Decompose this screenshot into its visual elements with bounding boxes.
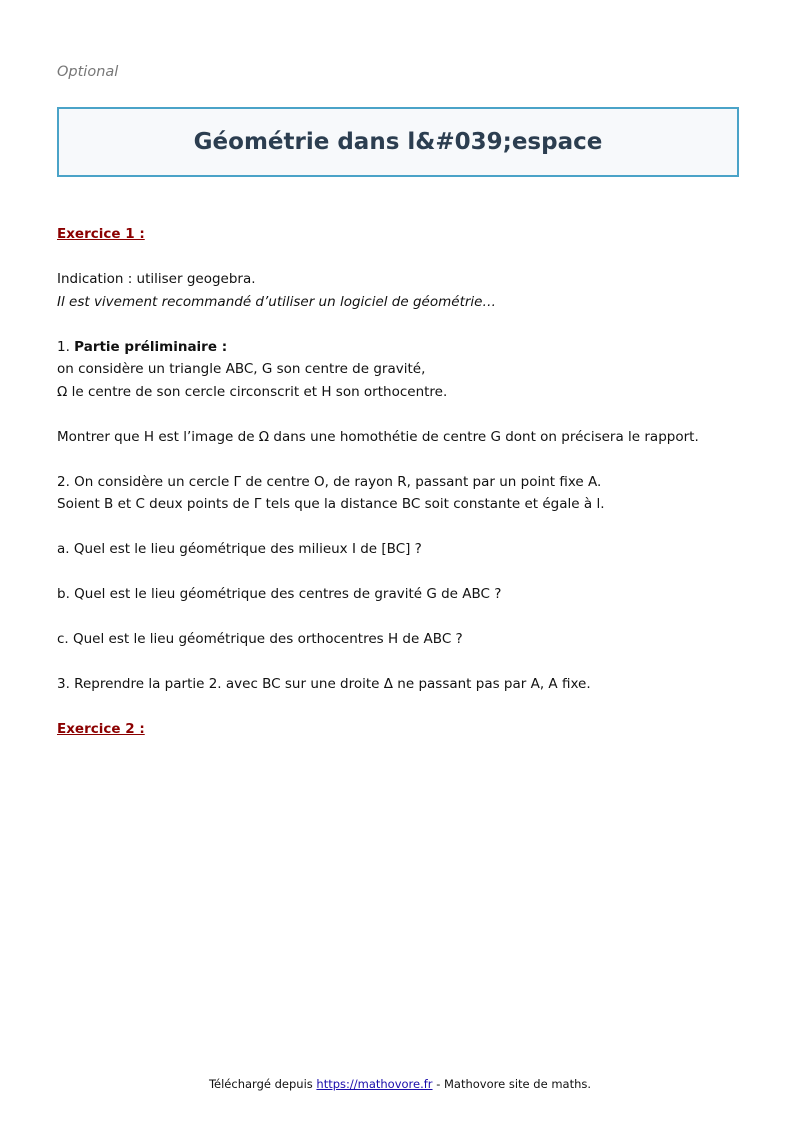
- footer-prefix: Téléchargé depuis: [208, 1077, 317, 1091]
- part-1-line-1: on considère un triangle ABC, G son centre de gravité,: [57, 361, 426, 377]
- page-title: Géométrie dans l&#039;espace: [193, 129, 603, 155]
- part-2-line-1: 2. On considère un cercle Γ de centre O, de rayon R, passant par un point fixe A.: [57, 473, 602, 490]
- part-1-line-2: Ω le centre de son cercle circonscrit et H son orthocentre.: [57, 383, 448, 400]
- question-c: c. Quel est le lieu géométrique des orthocentres H de ABC ?: [57, 631, 463, 647]
- question-b: b. Quel est le lieu géométrique des centres de gravité G de ABC ?: [57, 586, 502, 602]
- part-1-heading: [57, 336, 757, 359]
- exercise-1-heading: Exercice 1 :: [57, 226, 145, 242]
- footer: [0, 1077, 800, 1091]
- document-tag: Optional: [57, 64, 119, 80]
- footer-link[interactable]: https://mathovore.fr: [316, 1077, 433, 1091]
- question-a: a. Quel est le lieu géométrique des milieux I de [BC] ?: [57, 541, 422, 557]
- part-1-question: Montrer que H est l’image de Ω dans une homothétie de centre G dont on précisera le rapport.: [57, 428, 699, 445]
- recommendation-text: Il est vivement recommandé d’utiliser un logiciel de géométrie…: [57, 293, 496, 310]
- part-2-line-2: Soient B et C deux points de Γ tels que la distance BC soit constante et égale à l.: [57, 496, 605, 512]
- exercise-2-heading: Exercice 2 :: [57, 721, 145, 737]
- indication-text: Indication : utiliser geogebra.: [57, 271, 256, 287]
- part-1-title: Partie préliminaire :: [74, 338, 228, 355]
- footer-suffix: - Mathovore site de maths.: [432, 1077, 592, 1091]
- document-body: [57, 223, 757, 741]
- part-3-text: 3. Reprendre la partie 2. avec BC sur une droite Δ ne passant pas par A, A fixe.: [57, 676, 591, 692]
- part-1-number: 1.: [57, 338, 75, 355]
- title-box: [57, 107, 739, 177]
